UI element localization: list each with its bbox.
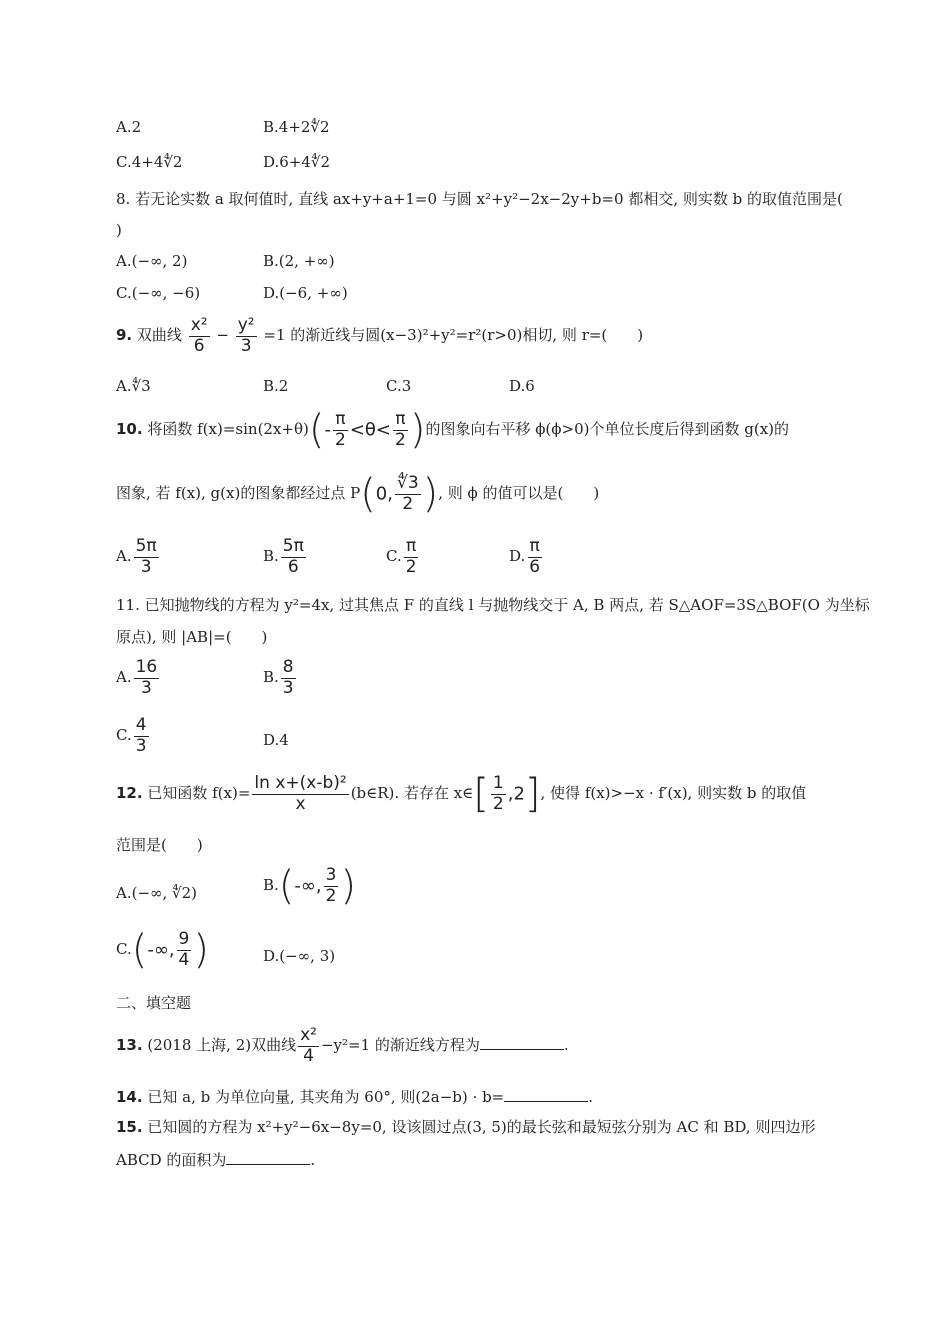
- q12-option-b: B.(-∞, $\frac{3}{2}$ ): [263, 863, 357, 910]
- q9-minus: −: [216, 326, 229, 345]
- q13-answer-blank[interactable]: [480, 1035, 564, 1050]
- q15-number: 15.: [116, 1118, 143, 1136]
- q11-stem-line1: 11. 已知抛物线的方程为 y²=4x, 过其焦点 F 的直线 l 与抛物线交于 A, B 两点, 若 S△AOF=3S△BOF(O 为坐标: [116, 596, 870, 614]
- q10-point-left-paren: (: [360, 471, 376, 518]
- q9-stem: [116, 316, 643, 356]
- q8-option-d: D.(−6, +∞): [263, 284, 348, 302]
- q11-option-b: B. $\frac{8}{3}$: [263, 657, 294, 698]
- section-heading-fill-in: 二、填空题: [116, 994, 192, 1012]
- q12-left-bracket: [: [473, 771, 489, 818]
- q12-number: 12.: [116, 784, 143, 803]
- q10-option-d: D. $\frac{\pi}{6}$: [509, 536, 541, 577]
- q11-option-d: D.4: [263, 731, 289, 749]
- q15-answer-blank[interactable]: [226, 1150, 310, 1165]
- q9-option-d: D.6: [509, 377, 535, 395]
- q9-option-b: B.2: [263, 377, 289, 395]
- q10-pre: 将函数 f(x)=sin(2x+θ): [147, 420, 309, 439]
- q12-option-d: D.(−∞, 3): [263, 947, 336, 965]
- q9-fraction-x: $\frac{\text{x²}}{6}$: [190, 315, 208, 356]
- q14-number: 14.: [116, 1088, 143, 1106]
- q10-point-fraction: $\frac{∜3}{2}$: [396, 473, 419, 514]
- q14-answer-blank[interactable]: [504, 1087, 588, 1102]
- q12-stem-line2: 范围是( ): [116, 836, 203, 854]
- q11-stem-line2: 原点), 则 |AB|=( ): [116, 628, 268, 646]
- q8-option-b: B.(2, +∞): [263, 252, 335, 270]
- q7-option-c: C.4+4∜2: [116, 153, 183, 171]
- q7-option-b: B.4+2∜2: [263, 118, 330, 136]
- q9-post: =1 的渐近线与圆(x−3)²+y²=r²(r>0)相切, 则 r=( ): [263, 326, 644, 345]
- q11-option-a: A. $\frac{16}{3}$: [116, 657, 158, 698]
- q9-option-c: C.3: [386, 377, 412, 395]
- q10-fraction-pi-2: $\frac{\pi}{2}$: [395, 409, 406, 450]
- q11-option-c: C. $\frac{4}{3}$: [116, 715, 147, 756]
- q13-stem: 13. (2018 上海, 2)双曲线 $\frac{\text{x²}}{4}$ −y²=1 的渐近线方程为 .: [116, 1025, 569, 1066]
- q12-function-fraction: $\frac{\text{ln x+(x-b)²}}{x}$: [254, 773, 347, 814]
- q8-stem-line1: 8. 若无论实数 a 取何值时, 直线 ax+y+a+1=0 与圆 x²+y²−2x−2y+b=0 都相交, 则实数 b 的取值范围是(: [116, 190, 843, 208]
- q10-option-b: B. $\frac{5\pi}{6}$: [263, 536, 304, 577]
- q13-fraction: $\frac{\text{x²}}{4}$: [300, 1025, 317, 1066]
- q9-pre: 双曲线: [136, 326, 182, 345]
- q14-stem: 14. 已知 a, b 为单位向量, 其夹角为 60°, 则(2a−b) · b= .: [116, 1088, 594, 1106]
- q9-number: 9.: [116, 326, 133, 345]
- q10-option-a: A. $\frac{5\pi}{3}$: [116, 536, 157, 577]
- q12-stem-line1: 12. 已知函数 f(x)= $\frac{\text{ln x+(x-b)²}}{x}$ (b∈R). 若存在 x∈[ $\frac{1}{2}$ ,2], 使得 f(x)>−x · f′(x), 则实数 b 的取值: [116, 771, 807, 818]
- q13-number: 13.: [116, 1036, 143, 1055]
- q9-fraction-y: $\frac{\text{y²}}{3}$: [237, 315, 255, 356]
- q7-option-d: D.6+4∜2: [263, 153, 331, 171]
- q10-post: 的图象向右平移 ϕ(ϕ>0)个单位长度后得到函数 g(x)的: [425, 420, 790, 439]
- q10-point-right-paren: ): [422, 471, 439, 518]
- q10-stem-line1: 10. 将函数 f(x)=sin(2x+θ)(- $\frac{\pi}{2}$ <θ< $\frac{\pi}{2}$ )的图象向右平移 ϕ(ϕ>0)个单位长度后得到函数 g(x)的: [116, 407, 790, 454]
- q10-stem-line2: 图象, 若 f(x), g(x)的图象都经过点 P(0, $\frac{∜3}{2}$ ), 则 ϕ 的值可以是( ): [116, 471, 600, 518]
- q7-option-a: A.2: [116, 118, 142, 136]
- q10-right-paren: ): [409, 407, 426, 454]
- q12-interval-fraction: $\frac{1}{2}$: [492, 773, 504, 814]
- q10-option-c: C. $\frac{\pi}{2}$: [386, 536, 417, 577]
- q12-right-bracket: ]: [524, 771, 541, 818]
- q10-left-paren: (: [308, 407, 325, 454]
- q15-stem-line2: ABCD 的面积为 .: [116, 1151, 316, 1169]
- q8-stem-line2: ): [116, 221, 122, 239]
- q8-option-a: A.(−∞, 2): [116, 252, 188, 270]
- q10-fraction-pi-1: $\frac{\pi}{2}$: [334, 409, 346, 450]
- q8-option-c: C.(−∞, −6): [116, 284, 201, 302]
- q9-option-a: A.∜3: [116, 377, 151, 395]
- q15-stem-line1: 15. 已知圆的方程为 x²+y²−6x−8y=0, 设该圆过点(3, 5)的最长弦和最短弦分别为 AC 和 BD, 则四边形: [116, 1118, 816, 1136]
- q10-number: 10.: [116, 420, 143, 439]
- q12-option-a: A.(−∞, ∜2): [116, 884, 198, 902]
- q12-option-c: C.(-∞, $\frac{9}{4}$ ): [116, 927, 209, 974]
